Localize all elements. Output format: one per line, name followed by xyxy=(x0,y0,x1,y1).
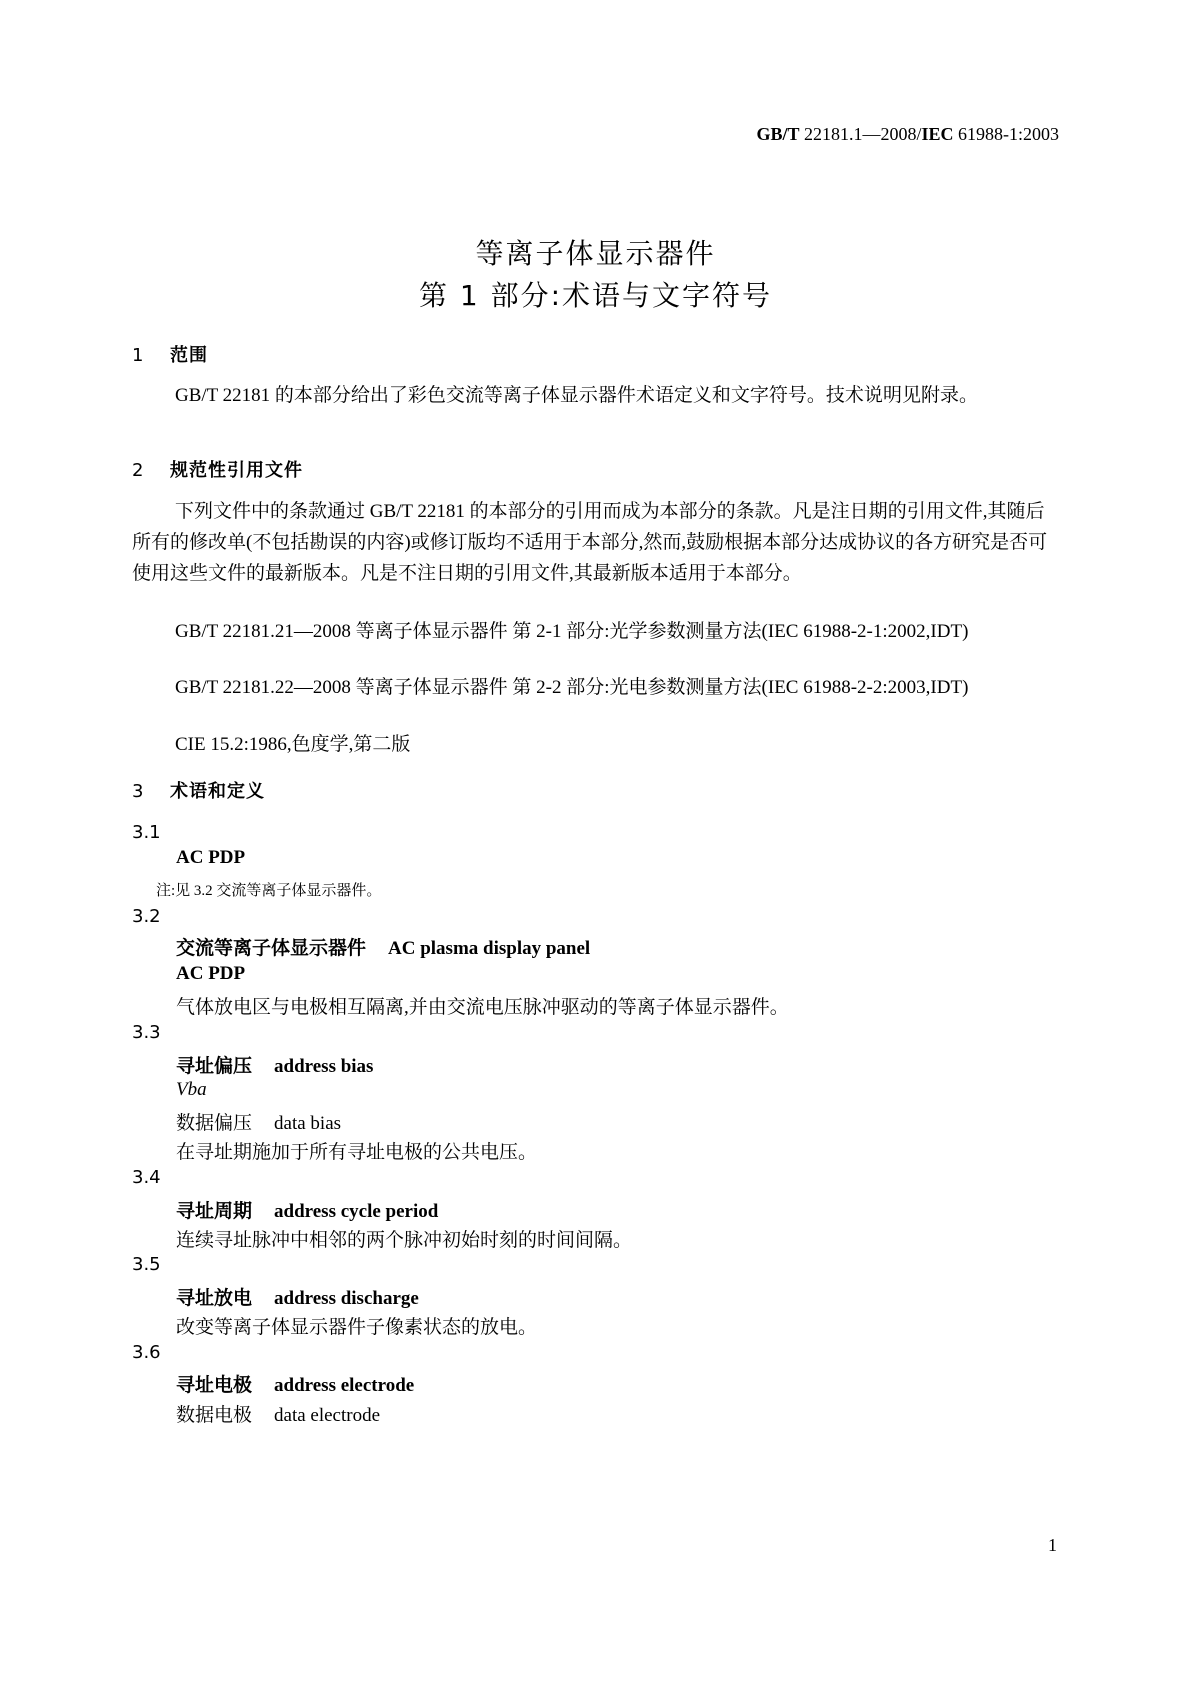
normative-reference: GB/T 22181.22—2008 等离子体显示器件 第 2-2 部分:光电参数测量方法(IEC 61988-2-2:2003,IDT) xyxy=(175,677,969,698)
term-symbol: Vba xyxy=(176,1079,207,1100)
term-heading xyxy=(176,1196,438,1223)
standard-number xyxy=(756,124,1059,145)
section-number: 2 xyxy=(132,460,145,481)
term-heading xyxy=(176,1283,419,1310)
section-number: 3 xyxy=(132,781,145,802)
term-english: AC plasma display panel xyxy=(388,938,591,959)
section-number: 1 xyxy=(132,345,145,366)
term-english: address electrode xyxy=(274,1375,415,1396)
term-note: 注:见 3.2 交流等离子体显示器件。 xyxy=(156,883,382,899)
std-iec-number: 61988-1:2003 xyxy=(958,124,1059,144)
term-synonym xyxy=(176,1108,341,1135)
term-chinese: 寻址偏压 xyxy=(176,1055,253,1077)
term-english: address cycle period xyxy=(274,1201,439,1222)
document-subtitle: 第 1 部分:术语与文字符号 xyxy=(418,279,773,312)
term-definition: 连续寻址脉冲中相邻的两个脉冲初始时刻的时间间隔。 xyxy=(176,1230,633,1251)
section-title: 规范性引用文件 xyxy=(170,460,303,481)
term-abbreviation: AC PDP xyxy=(176,847,246,868)
term-heading xyxy=(176,1370,414,1397)
term-definition: 在寻址期施加于所有寻址电极的公共电压。 xyxy=(176,1142,538,1163)
term-abbreviation: AC PDP xyxy=(176,963,246,984)
normative-reference: GB/T 22181.21—2008 等离子体显示器件 第 2-1 部分:光学参数测量方法(IEC 61988-2-1:2002,IDT) xyxy=(175,621,969,642)
term-chinese: 交流等离子体显示器件 xyxy=(176,937,367,959)
section-title: 范围 xyxy=(170,345,208,366)
normative-reference: CIE 15.2:1986,色度学,第二版 xyxy=(175,734,411,755)
term-english: address discharge xyxy=(274,1288,419,1309)
term-number: 3.4 xyxy=(132,1167,161,1188)
term-number: 3.3 xyxy=(132,1022,161,1043)
synonym-english: data bias xyxy=(274,1113,342,1134)
document-title: 等离子体显示器件 xyxy=(475,237,716,270)
section-2-paragraph: 下列文件中的条款通过 GB/T 22181 的本部分的引用而成为本部分的条款。凡是注日期的引用文件,其随后所有的修改单(不包括勘误的内容)或修订版均不适用于本部分,然而,鼓励根据本部分达成协议的各方研究是否可使用这些文件的最新版本。凡是不注日期的引用文件,其最新版本适用于本部分。 xyxy=(132,501,1048,584)
term-number: 3.1 xyxy=(132,822,161,843)
term-synonym xyxy=(176,1400,380,1427)
term-definition: 改变等离子体显示器件子像素状态的放电。 xyxy=(176,1317,538,1338)
section-title: 术语和定义 xyxy=(170,781,265,802)
std-number: 22181.1—2008/ xyxy=(803,124,922,144)
term-chinese: 寻址放电 xyxy=(176,1287,253,1309)
synonym-chinese: 数据电极 xyxy=(176,1405,253,1426)
term-chinese: 寻址周期 xyxy=(176,1200,253,1222)
section-1-heading xyxy=(132,341,208,367)
term-heading xyxy=(176,933,590,960)
synonym-english: data electrode xyxy=(274,1405,381,1426)
term-chinese: 寻址电极 xyxy=(176,1374,253,1396)
std-iec: IEC xyxy=(921,124,954,144)
term-number: 3.5 xyxy=(132,1254,161,1275)
std-prefix: GB/T xyxy=(756,124,800,144)
term-english: address bias xyxy=(274,1056,374,1077)
term-heading xyxy=(176,1051,373,1078)
section-2-heading xyxy=(132,456,303,482)
section-1-paragraph: GB/T 22181 的本部分给出了彩色交流等离子体显示器件术语定义和文字符号。技术说明见附录。 xyxy=(175,385,978,406)
term-number: 3.2 xyxy=(132,906,161,927)
section-3-heading xyxy=(132,777,265,803)
page-number: 1 xyxy=(1048,1535,1057,1555)
synonym-chinese: 数据偏压 xyxy=(176,1113,253,1134)
term-number: 3.6 xyxy=(132,1342,161,1363)
term-definition: 气体放电区与电极相互隔离,并由交流电压脉冲驱动的等离子体显示器件。 xyxy=(176,997,789,1018)
